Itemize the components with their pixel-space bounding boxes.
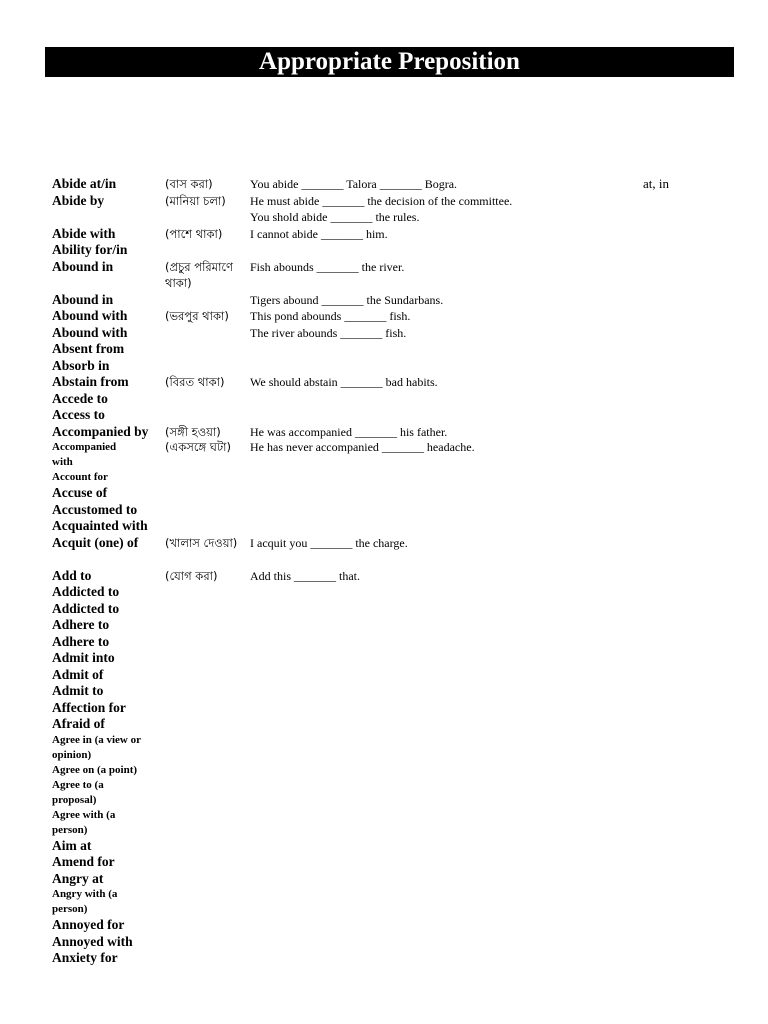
preposition-term: Anxiety for [52, 950, 118, 965]
table-row [52, 917, 742, 934]
table-row [52, 584, 742, 601]
preposition-term: Abound in [52, 291, 114, 307]
table-row [52, 700, 742, 717]
table-row [52, 358, 742, 375]
answer: at, in [643, 176, 669, 191]
preposition-term: Addicted to [52, 600, 120, 616]
preposition-term: Absent from [52, 341, 125, 356]
table-row [52, 733, 742, 763]
table-row [52, 209, 742, 226]
preposition-term: Adhere to [52, 633, 110, 649]
preposition-term: Add to [52, 567, 92, 583]
preposition-term: Admit to [52, 683, 104, 698]
table-row [52, 440, 742, 470]
table-row [52, 374, 742, 391]
table-row [52, 778, 742, 808]
preposition-term: Abide at/in [52, 176, 117, 191]
preposition-term: Admit of [52, 666, 104, 682]
table-row [52, 535, 742, 568]
table-row [52, 325, 742, 342]
bengali-meaning: (একসঙ্গে ঘটা) [165, 440, 231, 454]
table-row [52, 292, 742, 309]
preposition-term: Abound with [52, 324, 128, 340]
preposition-term: Agree in (a view or opinion) [52, 733, 141, 761]
example-sentence: I acquit you _______ the charge. [250, 535, 408, 550]
preposition-term: Agree on (a point) [52, 763, 138, 776]
preposition-term: Annoyed with [52, 933, 133, 949]
example-sentence: I cannot abide _______ him. [250, 226, 388, 241]
table-row [52, 950, 742, 967]
preposition-term: Accustomed to [52, 501, 138, 517]
example-sentence: He has never accompanied _______ headache. [250, 440, 475, 454]
preposition-term: Abound in [52, 258, 114, 274]
preposition-term: Angry at [52, 870, 104, 886]
page-title: Appropriate Preposition [259, 48, 520, 75]
example-sentence: He must abide _______ the decision of the committee. [250, 193, 513, 208]
preposition-term: Addicted to [52, 584, 120, 599]
table-row [52, 308, 742, 325]
table-row [52, 485, 742, 502]
table-row [52, 808, 742, 838]
example-sentence: You abide _______ Talora _______ Bogra. [250, 177, 458, 191]
example-sentence: Add this _______ that. [250, 568, 360, 583]
table-row [52, 634, 742, 651]
table-row [52, 226, 742, 243]
title-bar [45, 47, 734, 77]
table-row [52, 518, 742, 535]
table-row [52, 341, 742, 358]
preposition-term: Amend for [52, 854, 115, 869]
bengali-meaning: (প্রচুর পরিমাণে থাকা) [165, 259, 233, 290]
bengali-meaning: (যোগ করা) [165, 568, 218, 583]
preposition-term: Account for [52, 471, 108, 483]
preposition-term: Afraid of [52, 716, 105, 731]
preposition-term: Admit into [52, 650, 115, 665]
preposition-term: Acquit (one) of [52, 534, 139, 550]
table-row [52, 193, 742, 210]
preposition-term: Agree with (a person) [52, 808, 116, 836]
preposition-term: Agree to (a proposal) [52, 778, 104, 806]
table-row [52, 683, 742, 700]
table-row [52, 470, 742, 485]
table-row [52, 854, 742, 871]
preposition-term: Annoyed for [52, 917, 125, 932]
table-row [52, 242, 742, 259]
preposition-term: Abide with [52, 225, 116, 241]
example-sentence: Fish abounds _______ the river. [250, 259, 405, 274]
bengali-meaning: (বিরত থাকা) [165, 375, 225, 389]
preposition-term: Accede to [52, 390, 108, 406]
preposition-term: Access to [52, 407, 105, 422]
preposition-term: Acquainted with [52, 518, 148, 533]
preposition-term: Abound with [52, 308, 128, 323]
preposition-table [52, 176, 742, 967]
preposition-term: Accuse of [52, 485, 108, 500]
table-row [52, 259, 742, 292]
example-sentence: He was accompanied _______ his father. [250, 424, 448, 439]
preposition-term: Abide by [52, 192, 105, 208]
table-row [52, 601, 742, 618]
table-row [52, 838, 742, 855]
example-sentence: You shold abide _______ the rules. [250, 210, 420, 224]
preposition-term: Accompanied by [52, 423, 149, 439]
table-row [52, 716, 742, 733]
example-sentence: We should abstain _______ bad habits. [250, 375, 438, 389]
preposition-term: Adhere to [52, 617, 110, 632]
example-sentence: The river abounds _______ fish. [250, 325, 407, 340]
table-row [52, 667, 742, 684]
example-sentence: Tigers abound _______ the Sundarbans. [250, 292, 444, 307]
table-row [52, 502, 742, 519]
preposition-term: Accompanied with [52, 441, 117, 468]
table-row [52, 617, 742, 634]
table-row [52, 934, 742, 951]
preposition-term: Aim at [52, 837, 92, 853]
table-row [52, 568, 742, 585]
preposition-term: Ability for/in [52, 242, 128, 257]
bengali-meaning: (মানিয়া চলা) [165, 193, 226, 208]
preposition-term: Affection for [52, 699, 126, 715]
preposition-term: Abstain from [52, 374, 129, 389]
table-row [52, 424, 742, 441]
table-row [52, 887, 742, 917]
bengali-meaning: (খালাস দেওয়া) [165, 535, 238, 550]
preposition-term: Absorb in [52, 357, 110, 373]
bengali-meaning: (বাস করা) [165, 177, 213, 191]
table-row [52, 176, 742, 193]
bengali-meaning: (ভরপুর থাকা) [165, 309, 229, 323]
table-row [52, 391, 742, 408]
table-row [52, 871, 742, 888]
bengali-meaning: (সঙ্গী হওয়া) [165, 424, 221, 439]
preposition-term: Angry with (a person) [52, 888, 118, 915]
table-row [52, 763, 742, 778]
bengali-meaning: (পাশে থাকা) [165, 226, 223, 241]
table-row [52, 650, 742, 667]
table-row [52, 407, 742, 424]
example-sentence: This pond abounds _______ fish. [250, 309, 411, 323]
